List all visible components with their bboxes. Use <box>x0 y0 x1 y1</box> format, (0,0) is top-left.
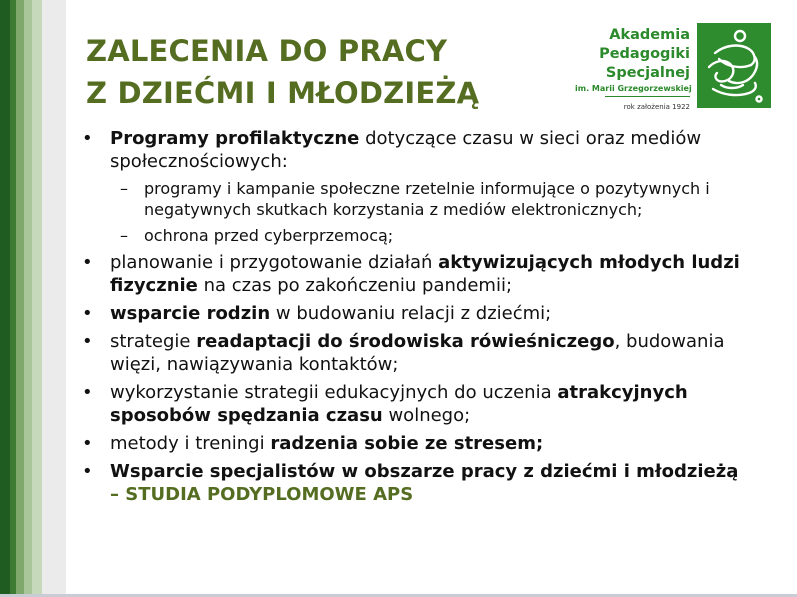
bullet-7-bold: Wsparcie specjalistów w obszarze pracy z dziećmi i młodzieżą <box>110 461 739 482</box>
bullet-3-bold: wsparcie rodzin <box>110 303 271 324</box>
decorative-side-stripes <box>0 0 66 597</box>
logo-subtitle: im. Marii Grzegorzewskiej <box>575 84 692 93</box>
slide-content <box>82 127 762 511</box>
list-item <box>82 302 762 325</box>
list-item <box>82 251 762 297</box>
bullet-4-text-b: , budowania więzi, nawiązywania kontaktów; <box>110 331 725 375</box>
bullet-5-text-a: wykorzystanie strategii edukacyjnych do uczenia <box>110 382 558 403</box>
slide-title-line-2: Z DZIEĆMI I MŁODZIEŻĄ <box>86 76 480 110</box>
slide-title <box>86 30 526 114</box>
bullet-3-text: w budowaniu relacji z dziećmi; <box>270 303 552 324</box>
institution-logo-text <box>575 26 690 114</box>
bullet-4-bold: readaptacji do środowiska rówieśniczego <box>196 331 615 352</box>
recommendations-list <box>82 127 762 506</box>
logo-line-3: Specjalnej <box>605 65 690 81</box>
logo-founded: rok założenia 1922 <box>623 103 690 111</box>
sub-list-item: – ochrona przed cyberprzemocą; <box>110 225 762 246</box>
list-item <box>82 330 762 376</box>
sub-list <box>110 178 762 246</box>
slide-title-line-1: ZALECENIA DO PRACY <box>86 34 448 68</box>
sub-list-item: – programy i kampanie społeczne rzetelnie informujące o pozytywnych i negatywnych skutkach korzystania z mediów elektronicznych; <box>110 178 762 220</box>
postgraduate-studies-highlight: – STUDIA PODYPLOMOWE APS <box>110 484 414 505</box>
bullet-1-text: dotyczące czasu w sieci oraz mediów społecznościowych: <box>110 128 702 172</box>
bullet-1-bold: Programy profilaktyczne <box>110 128 360 149</box>
aps-emblem-icon <box>697 23 771 108</box>
logo-line-2: Pedagogiki <box>599 46 690 62</box>
list-item <box>82 460 762 506</box>
bullet-6-text: metody i treningi <box>110 433 271 454</box>
list-item <box>82 127 762 246</box>
bullet-2-text-a: planowanie i przygotowanie działań <box>110 252 439 273</box>
list-item <box>82 381 762 427</box>
list-item <box>82 432 762 455</box>
bullet-5-text-b: wolnego; <box>382 405 471 426</box>
bullet-4-text-a: strategie <box>110 331 197 352</box>
bullet-6-bold: radzenia sobie ze stresem; <box>270 433 544 454</box>
bullet-2-bold: aktywizujących młodych ludzi fizycznie <box>110 252 740 296</box>
bullet-5-bold: atrakcyjnych sposobów spędzania czasu <box>110 382 688 426</box>
logo-line-1: Akademia <box>609 27 690 43</box>
bullet-2-text-b: na czas po zakończeniu pandemii; <box>197 275 513 296</box>
